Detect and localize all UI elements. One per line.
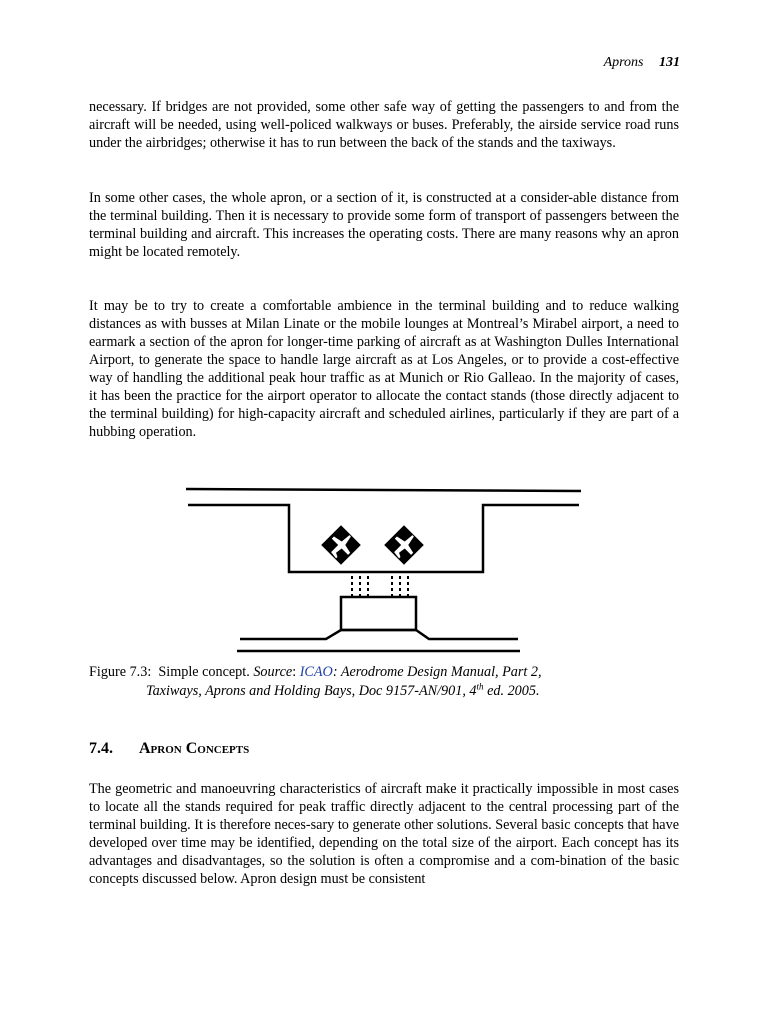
section-title: Apron Concepts: [139, 740, 250, 757]
body-paragraph-4: The geometric and manoeuvring characteristics of aircraft make it practically impossible in most cases to locate all the stands required for peak traffic directly adjacent to the central processing part of the terminal building. It is therefore neces-sary to generate other solutions. Several basic concepts that have developed over time may be identified, depending on the total size of the airport. Each concept has its advantages and disadvantages, so the solution is often a compromise and a com-bination of the basic concepts discussed below. Apron design must be consistent: [89, 781, 679, 887]
simple-concept-diagram: [0, 470, 768, 660]
running-head-title: Aprons: [603, 55, 644, 70]
passenger-walkways: [352, 576, 408, 596]
page-number: 131: [659, 55, 680, 70]
landside-road-upper: [240, 630, 518, 639]
ordinal-superscript: th: [476, 681, 484, 692]
taxiway-outer-line: [186, 489, 581, 491]
aircraft-stand-1: [321, 525, 361, 565]
body-paragraph-3: It may be to try to create a comfortable ambience in the terminal building and to reduce walking distances as with busses at Milan Linate or the mobile lounges at Montreal’s Mirabel airport, a need to earmark a section of the apron for longer-time parking of aircraft as at Washington Dulles International Airport, to generate the space to handle large aircraft as at Los Angeles, or to provide a cost-effective way of handling the additional peak hour traffic as at Munich or Rio Galleao. In the majority of cases, it has been the practice for the airport operator to allocate the contact stands (those directly adjacent to the terminal building) for high-capacity aircraft and scheduled airlines, particularly if they are part of a hubbing operation.: [89, 298, 679, 440]
figure-title: Simple concept.: [158, 664, 250, 680]
figure-source-title: : Aerodrome Design Manual, Part 2,: [332, 664, 542, 680]
body-paragraph-1: necessary. If bridges are not provided, some other safe way of getting the passengers to and from the aircraft will be needed, using well-policed walkways or buses. Preferably, the airside service road runs under the airbridges; otherwise it has to run between the back of the stands and the taxiways.: [89, 99, 679, 151]
terminal-building: [341, 597, 416, 630]
section-heading: [89, 740, 249, 758]
aircraft-stand-2: [384, 525, 424, 565]
figure-caption-line2: [89, 682, 679, 701]
figure-caption: Figure 7.3: Simple concept. Source: ICAO: Aerodrome Design Manual, Part 2, Taxiways, Aprons and Holding Bays, Doc 9157-AN/901, 4th ed. 2005.: [89, 663, 679, 701]
figure-source-edition: ed. 2005.: [483, 683, 540, 699]
figure-source-label: Source: [253, 664, 293, 680]
icao-link[interactable]: ICAO: [299, 664, 333, 680]
body-paragraph-2: In some other cases, the whole apron, or a section of it, is constructed at a consider-able distance from the terminal building. Then it is necessary to provide some form of transport of passengers between the terminal building and aircraft. This increases the operating costs. There are many reasons why an apron might be located remotely.: [89, 190, 679, 260]
section-number: 7.4.: [89, 740, 113, 757]
running-head: [604, 55, 680, 71]
figure-label: Figure 7.3:: [89, 664, 152, 680]
figure-source-detail: Taxiways, Aprons and Holding Bays, Doc 9157-AN/901, 4: [146, 683, 477, 699]
apron-outline: [188, 505, 579, 572]
